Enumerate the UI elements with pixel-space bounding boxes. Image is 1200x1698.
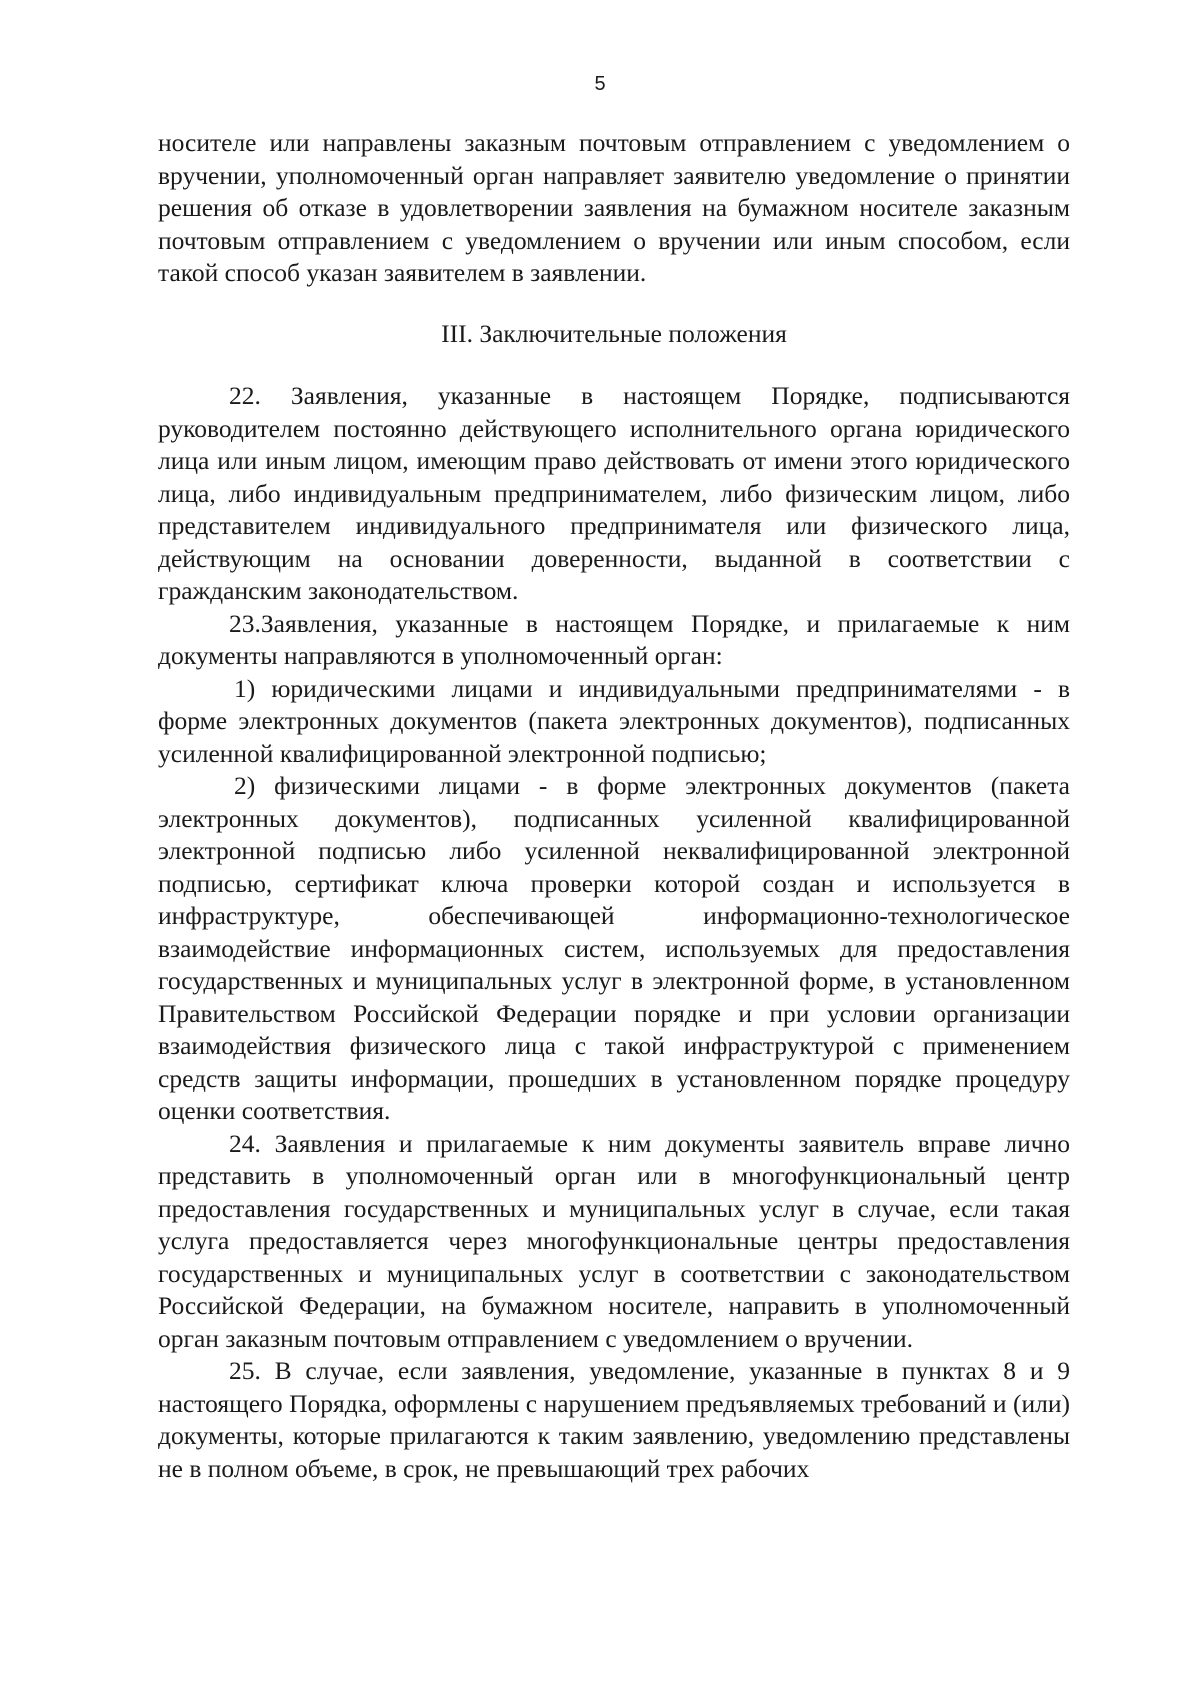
section-heading: III. Заключительные положения	[441, 318, 787, 348]
paragraph-22: 22. Заявления, указанные в настоящем Порядке, подписываются руководителем постоянно действующего исполнительного органа юридического лица или иным лицом, имеющим право действовать от имени этого юридического лица, либо индивидуальным предпринимателем, либо физическим лицом, либо представителем индивидуального предпринимателя или физического лица, действующим на основании доверенности, выданной в соответствии с гражданским законодательством.	[158, 381, 1070, 605]
document-body	[158, 127, 1070, 1485]
page-number: 5	[594, 73, 606, 95]
paragraph-23-item-1: 1) юридическими лицами и индивидуальными предпринимателями - в форме электронных документов (пакета электронных документов), подписанных усиленной квалифицированной электронной подписью;	[158, 673, 1070, 768]
paragraph-23: 23.Заявления, указанные в настоящем Порядке, и прилагаемые к ним документы направляются в уполномоченный орган:	[158, 608, 1070, 670]
paragraph-23-item-2: 2) физическими лицами - в форме электронных документов (пакета электронных документов), подписанных усиленной квалифицированной электронной подписью либо усиленной неквалифицированной электронной подписью, сертификат ключа проверки которой создан и используется в инфраструктуре, обеспечивающей информационно-технологическое взаимодействие информационных систем, используемых для предоставления государственных и муниципальных услуг в электронной форме, в установленном Правительством Российской Федерации порядке и при условии организации взаимодействия физического лица с такой инфраструктурой с применением средств защиты информации, прошедших в установленном порядке процедуру оценки соответствия.	[158, 771, 1070, 1125]
paragraph-24: 24. Заявления и прилагаемые к ним документы заявитель вправе лично представить в уполномоченный орган или в многофункциональный центр предоставления государственных и муниципальных услуг в случае, если такая услуга предоставляется через многофункциональные центры предоставления государственных и муниципальных услуг в соответствии с законодательством Российской Федерации, на бумажном носителе, направить в уполномоченный орган заказным почтовым отправлением с уведомлением о вручении.	[158, 1128, 1070, 1353]
paragraph-25: 25. В случае, если заявления, уведомление, указанные в пунктах 8 и 9 настоящего Порядка, оформлены с нарушением предъявляемых требований и (или) документы, которые прилагаются к таким заявлению, уведомлению представлены не в полном объеме, в срок, не превышающий трех рабочих	[158, 1356, 1070, 1483]
paragraph-intro: носителе или направлены заказным почтовым отправлением с уведомлением о вручении, уполномоченный орган направляет заявителю уведомление о принятии решения об отказе в удовлетворении заявления на бумажном носителе заказным почтовым отправлением с уведомлением о вручении или иным способом, если такой способ указан заявителем в заявлении.	[158, 128, 1070, 287]
